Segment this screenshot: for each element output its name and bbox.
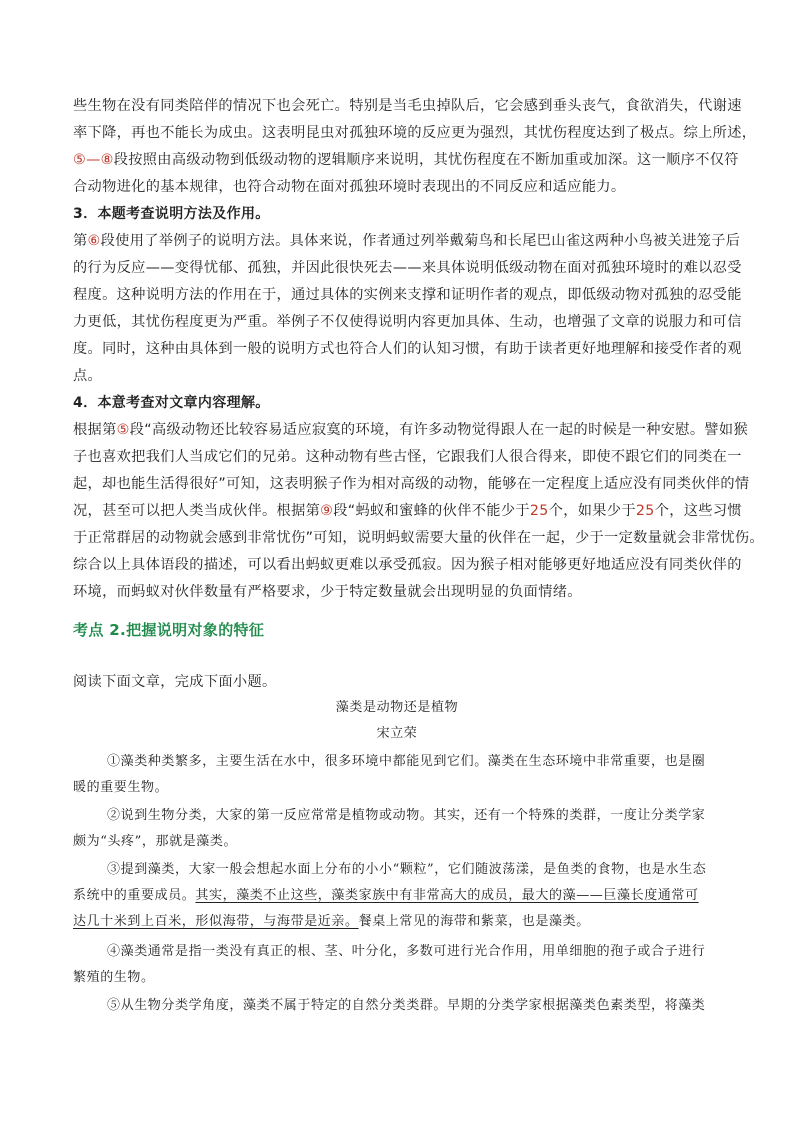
article-author: 宋立荣 [376, 726, 418, 741]
article-paragraph [73, 912, 590, 932]
question-3-heading: 3．本题考查说明方法及作用。 [73, 206, 270, 222]
underlined-text: 达几十米到上百米，形似海带，与海带是近亲。 [73, 914, 359, 929]
paragraph-number: ⑨ [320, 503, 334, 519]
answer-line [73, 231, 740, 251]
article-text: 系统中的重要成员。 [73, 888, 196, 903]
answer-text: 段“高级动物还比较容易适应寂寞的环境，有许多动物觉得跟人在一起的时候是一种安慰。譬如猴 [129, 422, 748, 438]
paragraph-number: ⑤ [116, 422, 130, 438]
answer-line: 环境，而蚂蚁对伙伴数量有严格要求，少于特定数量就会出现明显的负面情绪。 [73, 584, 582, 600]
answer-line: 子也喜欢把我们人当成它们的兄弟。这种动物有些古怪，它跟我们人很合得来，即使不跟它们的同类在一 [73, 449, 742, 465]
article-paragraph: ④藻类通常是指一类没有真正的根、茎、叶分化，多数可进行光合作用，用单细胞的孢子或合子进行 [107, 944, 706, 959]
article-paragraph: 繁殖的生物。 [73, 970, 155, 985]
paragraph-range: ⑤—⑧ [73, 152, 114, 168]
answer-text: 根据第 [73, 422, 117, 438]
article-paragraph [73, 886, 699, 906]
instruction: 阅读下面文章，完成下面小题。 [73, 674, 277, 690]
number: 25 [635, 503, 655, 519]
answer-text: 个，这些习惯 [654, 503, 742, 519]
answer-line [73, 150, 739, 170]
answer-line: 于正常群居的动物就会感到非常忧伤”可知，说明蚂蚁需要大量的伙伴在一起，少于一定数量就会非常忧伤。 [73, 530, 764, 546]
answer-text: 段“蚂蚁和蜜蜂的伙伴不能少于 [333, 503, 530, 519]
article-paragraph: ⑤从生物分类学角度，藻类不属于特定的自然分类类群。早期的分类学家根据藻类色素类型，将藻类 [107, 998, 706, 1013]
article-paragraph: ①藻类种类繁多，主要生活在水中，很多环境中都能见到它们。藻类在生态环境中非常重要，也是圈 [107, 754, 706, 769]
answer-line: 起，却也能生活得很好”可知，这表明猴子作为相对高级的动物，能够在一定程度上适应没有同类伙伴的情 [73, 476, 750, 492]
question-4-heading: 4．本意考查对文章内容理解。 [73, 395, 270, 411]
underlined-text: 其实，藻类不止这些，藻类家族中有非常高大的成员，最大的藻——巨藻长度通常可 [195, 888, 699, 903]
article-title: 藻类是动物还是植物 [335, 700, 459, 715]
answer-text: 况，甚至可以把人类当成伙伴。根据第 [73, 503, 321, 519]
answer-text: 段使用了举例子的说明方法。具体来说，作者通过列举戴菊鸟和长尾巴山雀这两种小鸟被关进笼子后 [100, 233, 741, 249]
answer-line: 点。 [73, 368, 103, 384]
answer-text: 段按照由高级动物到低级动物的逻辑顺序来说明，其忧伤程度在不断加重或加深。这一顺序不仅符 [113, 152, 739, 168]
answer-line: 合动物进化的基本规律，也符合动物在面对孤独环境时表现出的不同反应和适应能力。 [73, 179, 626, 195]
article-paragraph: 颇为“头疼”，那就是藻类。 [73, 834, 238, 849]
answer-line: 的行为反应——变得忧郁、孤独，并因此很快死去——来具体说明低级动物在面对孤独环境时的难以忍受 [73, 260, 742, 276]
article-paragraph: ③提到藻类，大家一般会想起水面上分布的小小“颗粒”，它们随波荡漾，是鱼类的食物，也是水生态 [107, 862, 707, 877]
answer-line: 程度。这种说明方法的作用在于，通过具体的实例来支撑和证明作者的观点，即低级动物对孤独的忍受能 [73, 287, 742, 303]
paragraph-number: ⑥ [87, 233, 101, 249]
article-paragraph: 暖的重要生物。 [73, 780, 169, 795]
article-paragraph: ②说到生物分类，大家的第一反应常常是植物或动物。其实，还有一个特殊的类群，一度让分类学家 [107, 808, 706, 823]
article-text: 餐桌上常见的海带和紫菜，也是藻类。 [358, 914, 590, 929]
answer-line: 力更低，其忧伤程度更为严重。举例子不仅使得说明内容更加具体、生动，也增强了文章的说服力和可信 [73, 314, 742, 330]
answer-line [73, 501, 742, 521]
answer-line [73, 420, 748, 440]
number: 25 [529, 503, 549, 519]
answer-line: 度。同时，这种由具体到一般的说明方式也符合人们的认知习惯，有助于读者更好地理解和接受作者的观 [73, 341, 742, 357]
answer-line: 综合以上具体语段的描述，可以看出蚂蚁更难以承受孤寂。因为猴子相对能够更好地适应没有同类伙伴的 [73, 557, 742, 573]
answer-line: 些生物在没有同类陪伴的情况下也会死亡。特别是当毛虫掉队后，它会感到垂头丧气，食欲消失，代谢速 [73, 98, 742, 114]
answer-text: 个，如果少于 [548, 503, 636, 519]
section-title: 考点 2.把握说明对象的特征 [73, 621, 265, 639]
answer-line: 率下降，再也不能长为成虫。这表明昆虫对孤独环境的反应更为强烈，其忧伤程度达到了极点。综上所述， [73, 125, 757, 141]
answer-text: 第 [73, 233, 88, 249]
